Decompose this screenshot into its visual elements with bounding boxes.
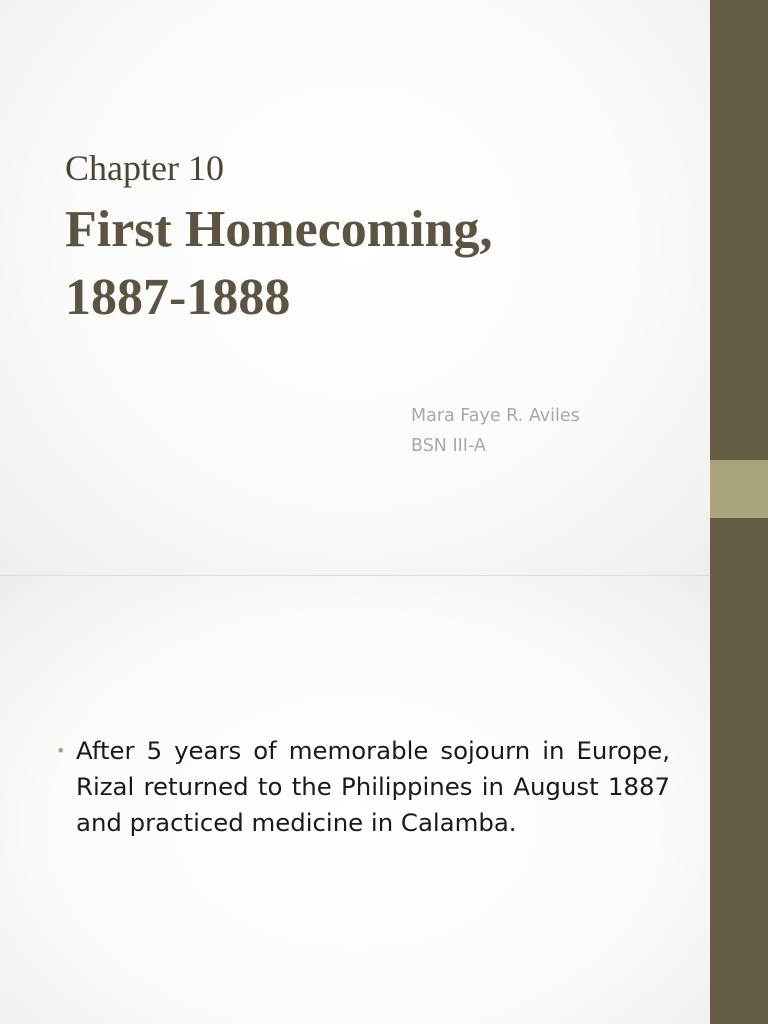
side-accent-block bbox=[710, 460, 768, 518]
bullet-list bbox=[56, 733, 670, 841]
chapter-label: Chapter 10 bbox=[65, 148, 224, 188]
author-section: BSN III-A bbox=[411, 436, 486, 456]
bullet-text: After 5 years of memorable sojourn in Europe, Rizal returned to the Philippines in August 1887 and practiced medicine in Calamba. bbox=[76, 736, 670, 837]
bullet-dot-icon: • bbox=[56, 741, 66, 760]
title-line-1: First Homecoming, bbox=[65, 201, 493, 258]
slide-title bbox=[65, 196, 685, 332]
author-block bbox=[411, 401, 580, 461]
author-name: Mara Faye R. Aviles bbox=[411, 406, 580, 426]
list-item bbox=[56, 733, 670, 841]
title-line-2: 1887-1888 bbox=[65, 269, 291, 326]
